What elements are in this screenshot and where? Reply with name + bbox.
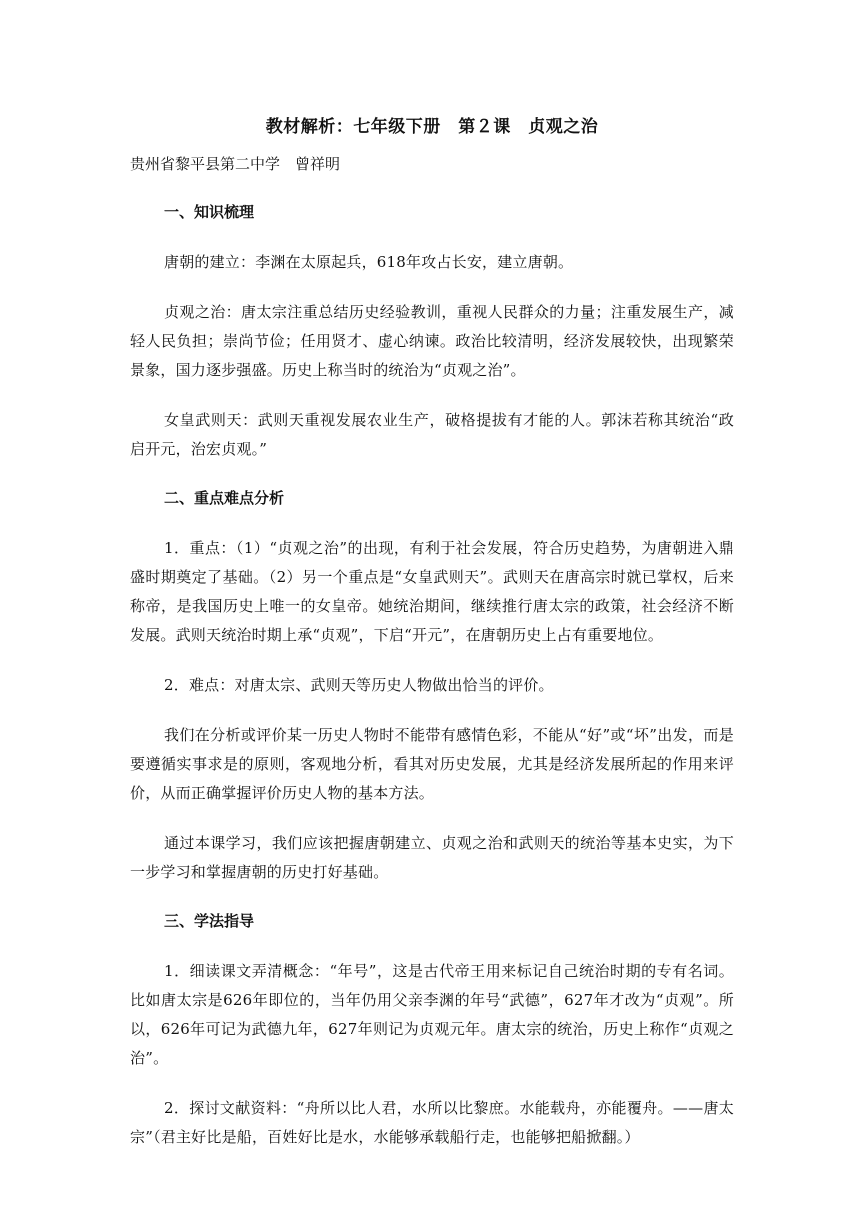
paragraph: 2．探讨文献资料：“舟所以比人君，水所以比黎庶。水能载舟，亦能覆舟。——唐太宗”（君主好比是船，百姓好比是水，水能够承载船行走，也能够把船掀翻。） (130, 1099, 734, 1146)
paragraph: 2．难点：对唐太宗、武则天等历史人物做出恰当的评价。 (164, 676, 554, 694)
section-key-points (130, 485, 734, 887)
document-author: 贵州省黎平县第二中学 曾祥明 (130, 155, 341, 173)
section-heading: 二、重点难点分析 (164, 489, 285, 507)
section-heading: 一、知识梳理 (164, 203, 255, 221)
section-knowledge (130, 199, 734, 464)
section-study-methods (130, 908, 734, 1152)
paragraph: 1．重点：（1）“贞观之治”的出现，有利于社会发展，符合历史趋势，为唐朝进入鼎盛时期奠定了基础。（2）另一个重点是“女皇武则天”。武则天在唐高宗时就已掌权，后来称帝，是我国历史上唯一的女皇帝。她统治期间，继续推行唐太宗的政策，社会经济不断发展。武则天统治时期上承“贞观”，下启“开元”，在唐朝历史上占有重要地位。 (130, 539, 734, 644)
document-page (130, 112, 734, 1173)
paragraph: 1．细读课文弄清概念：“年号”，这是古代帝王用来标记自己统治时期的专有名词。比如唐太宗是626年即位的，当年仍用父亲李渊的年号“武德”，627年才改为“贞观”。所以，626年可记为武德九年，627年则记为贞观元年。唐太宗的统治，历史上称作“贞观之治”。 (130, 962, 734, 1067)
paragraph: 贞观之治：唐太宗注重总结历史经验教训，重视人民群众的力量；注重发展生产，减轻人民负担；崇尚节俭；任用贤才、虚心纳谏。政治比较清明，经济发展较快，出现繁荣景象，国力逐步强盛。历史上称当时的统治为“贞观之治”。 (130, 303, 734, 379)
paragraph: 唐朝的建立：李渊在太原起兵，618年攻占长安，建立唐朝。 (164, 253, 574, 271)
paragraph: 我们在分析或评价某一历史人物时不能带有感情色彩，不能从“好”或“坏”出发，而是要遵循实事求是的原则，客观地分析，看其对历史发展，尤其是经济发展所起的作用来评价，从而正确掌握评价历史人物的基本方法。 (130, 726, 734, 802)
paragraph: 女皇武则天：武则天重视发展农业生产，破格提拔有才能的人。郭沫若称其统治“政启开元，治宏贞观。” (130, 411, 734, 458)
paragraph: 通过本课学习，我们应该把握唐朝建立、贞观之治和武则天的统治等基本史实，为下一步学习和掌握唐朝的历史打好基础。 (130, 834, 734, 881)
document-title: 教材解析：七年级下册 第２课 贞观之治 (265, 117, 599, 137)
section-heading: 三、学法指导 (164, 912, 255, 930)
